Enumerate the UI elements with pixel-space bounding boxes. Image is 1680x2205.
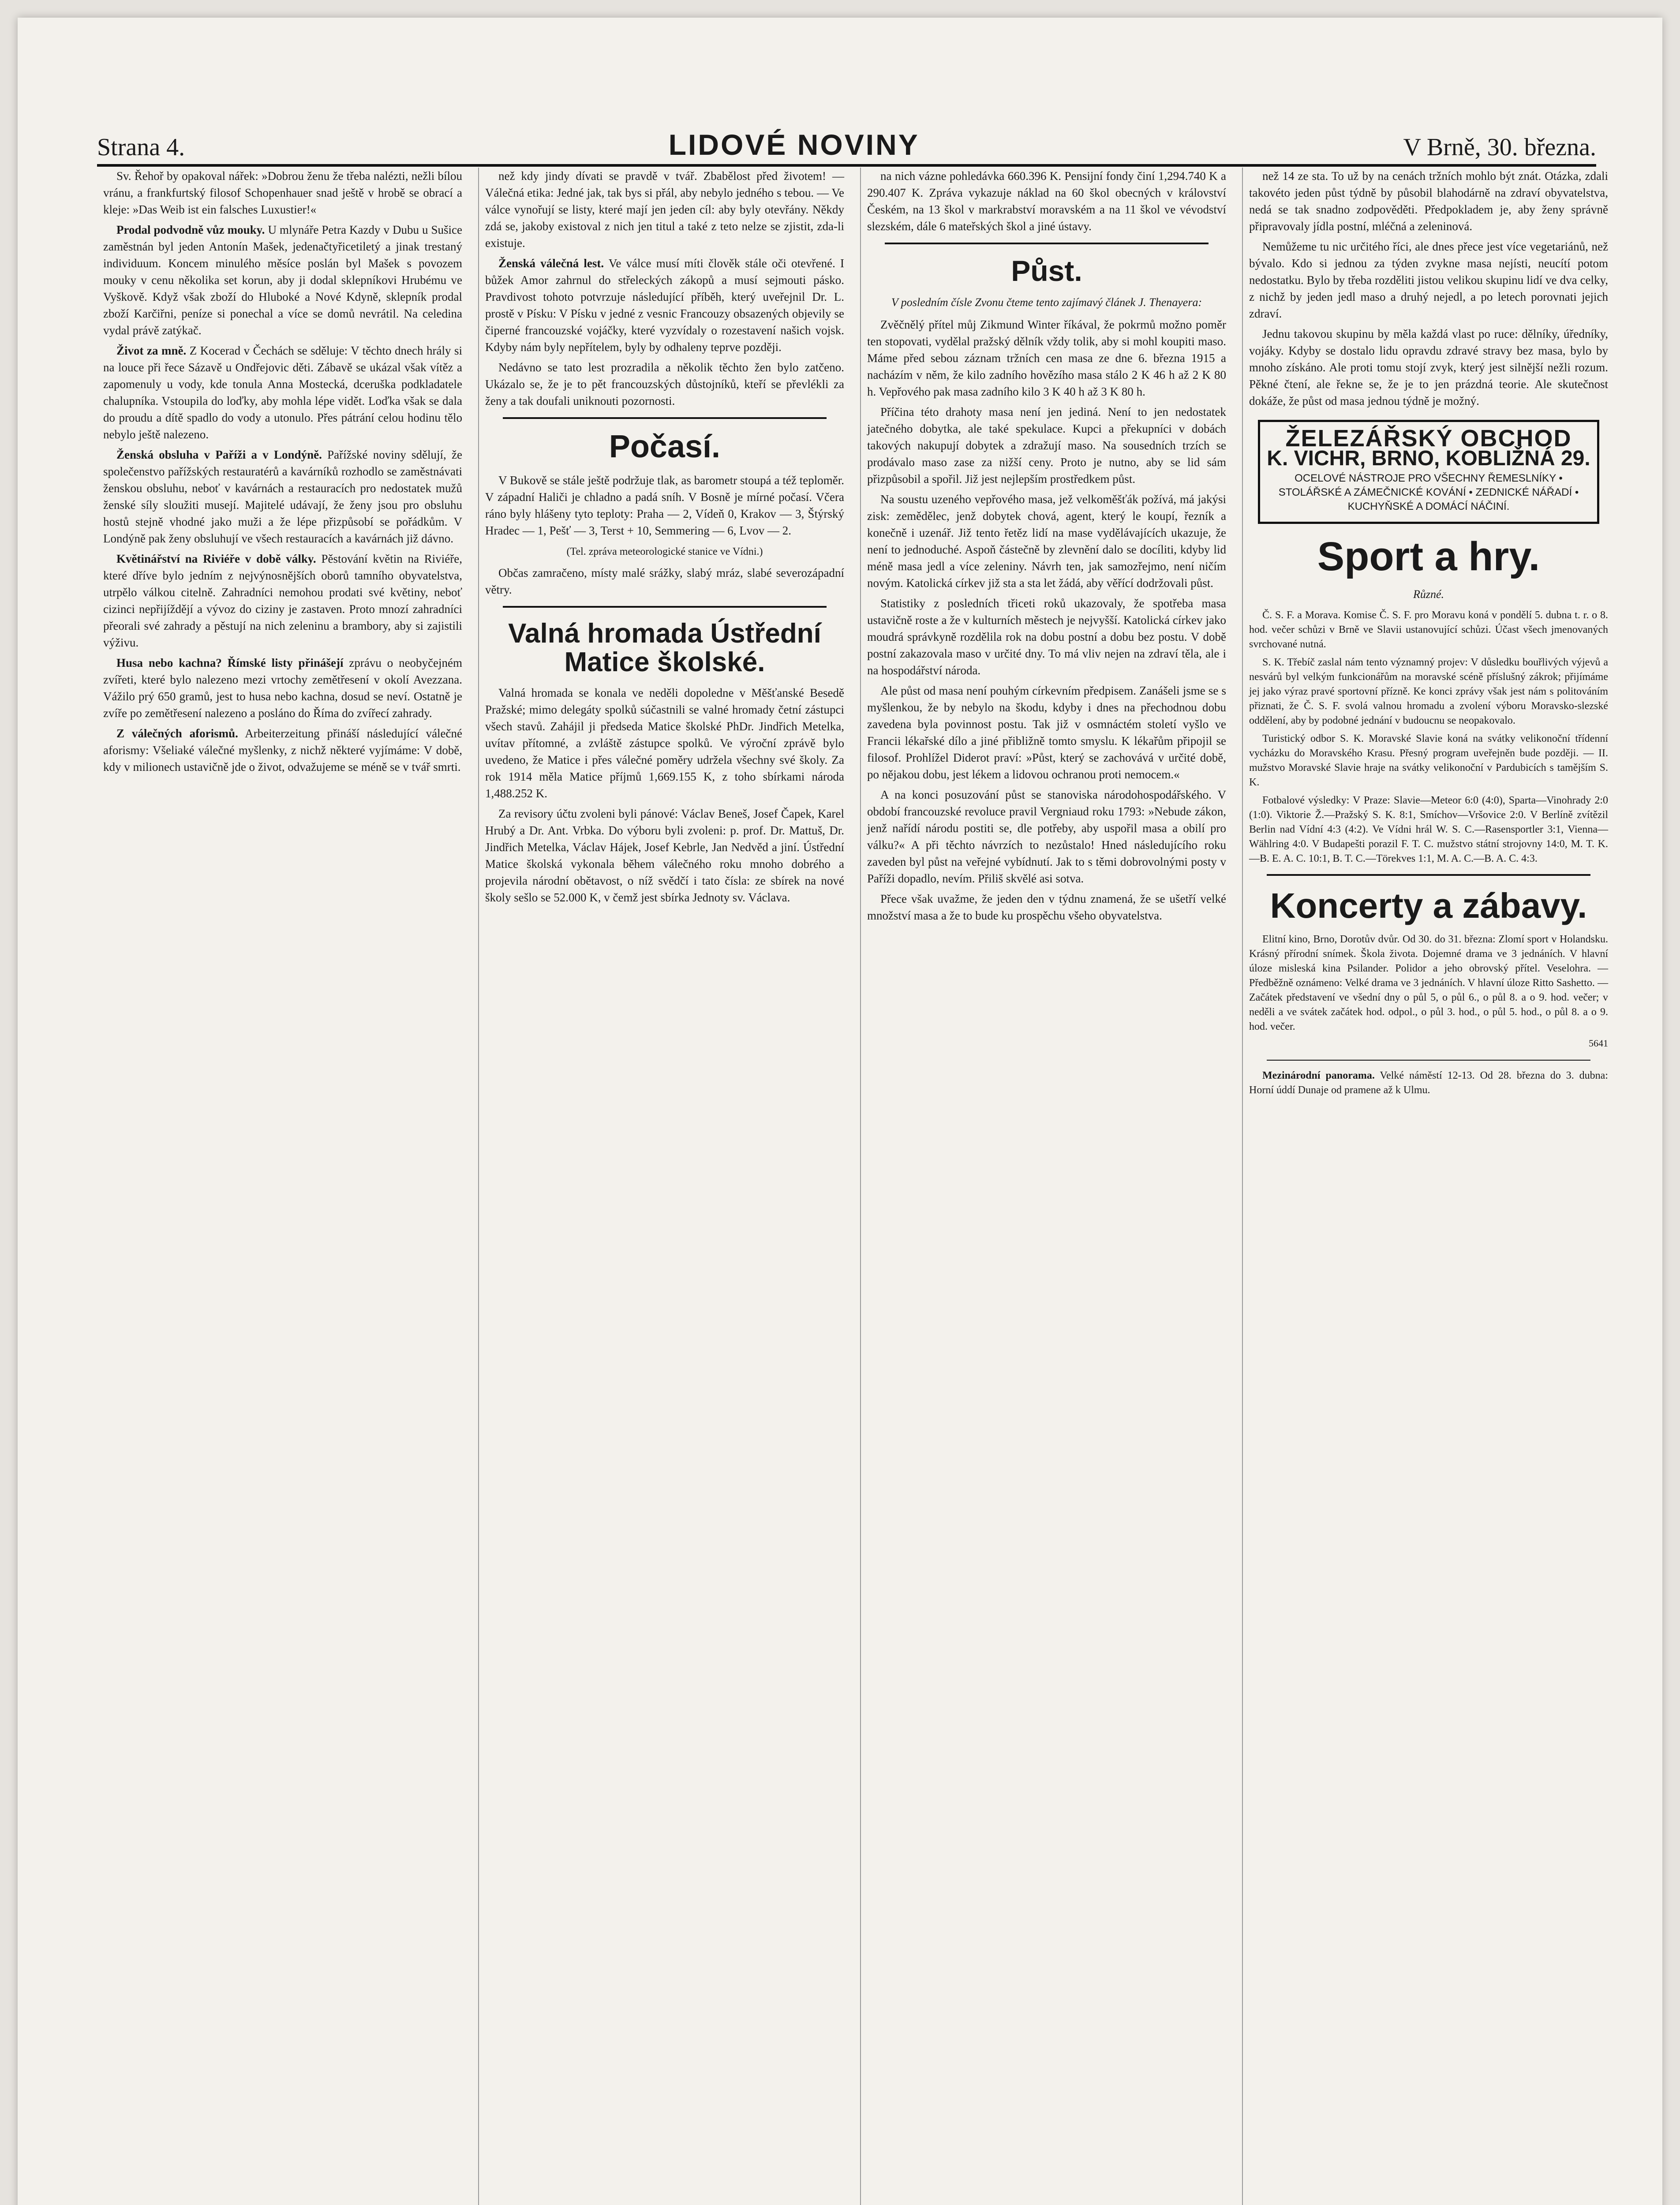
article-text: U mlynáře Petra Kazdy v Dubu u Sušice zaměstnán byl jeden Antonín Mašek, jedenačtyřicetiletý a jinak trestaný individuum. Koncem minulého měsíce poslán byl Mašek s povozem mouky v cenu několika set korun, aby ji dodal sklepníkovi Hrubému ve Vyškově. Když však zboží do Hluboké a Nové Kdyně, sklepník prodal zboží Karčiřni, peníze si ponechal a více se domů nevrátil. Na celedina vydal právě zatýkač.	[103, 223, 463, 337]
article-paragraph: než 14 ze sta. To už by na cenách tržních mohlo být znát. Otázka, zdali takovéto jeden půst týdně by působil blahodárně na zdraví obyvatelstva, nedá se tak snadno zodpověděti. Předpokladem je, aby ženy správně připravovaly jídla postní, mléčná a zeleninová.	[1249, 169, 1608, 233]
ad-reference-number: 5641	[1589, 1037, 1608, 1049]
section-divider	[503, 417, 827, 419]
sport-subtitle: Různé.	[1413, 587, 1444, 601]
article-paragraph: než kdy jindy dívati se pravdě v tvář. Zbabělost před životem! — Válečná etika: Jedné jak, tak bys si přál, aby nebylo jedného s tebou. — Ve válce vynořují se listy, které mají jen jeden cíl: aby byly otevřány. Někdy zdá se, jakoby existoval z nich jen titul a také z teto nelze se zjistit, zda-li existuje.	[485, 169, 844, 250]
fasting-title: Půst.	[1011, 254, 1082, 287]
column-1	[97, 168, 468, 2205]
newspaper-page	[18, 18, 1662, 2205]
sport-title: Sport a hry.	[1317, 534, 1540, 579]
article-paragraph: na nich vázne pohledávka 660.396 K. Pensijní fondy činí 1,294.740 K a 290.407 K. Zpráva vykazuje náklad na 60 škol obecných v království Českém, na 13 škol v markrabství moravském a na 11 škol ve vévodství slezském, dále 6 mateřských škol a jiné ústavy.	[867, 169, 1226, 233]
article-paragraph: Ale půst od masa není pouhým církevním předpisem. Zanášeli jsme se s myšlenkou, že by nebylo na škodu, kdyby i dnes na přechodnou dobu zavedena byla povinnost postu. Tak již v osmnáctém století vyšlo ve Francii lékařské dílo a jiné přibližně tomto smyslu. K lékařům připojil se filosof. Prohlížel Diderot praví: »Půst, který se zachovává v určité době, po nějakou dobu, jest lékem a lidovou ochranou proti nemocem.«	[867, 684, 1226, 781]
article-paragraph: Na soustu uzeného vepřového masa, jež velkoměšťák požívá, má jakýsi zisk: zemědělec, jenž dobytek chová, agent, který le koupí, řezník a konečně i uzenář. Již tento řetěz lidí na mase vydělávajících ukazuje, že není to jednoduché. Aspoň částečně by zlevnění dalo se docíliti, kdyby lid méně masa jedl a více zeleniny. Návrh ten, jak samozřejmo, není ničím novým. Katolická církev již sta a sta let žádá, aby věřící dodržovali půst.	[867, 493, 1226, 590]
weather-text: V Bukově se stále ještě podržuje tlak, as barometr stoupá a též teploměr. V západní Haliči je chladno a padá sníh. V Bosně je mírné počasí. Včera ráno byly hlášeny tyto teploty: Praha — 2, Vídeň 0, Krakov — 3, Štýrský Hradec — 1, Pešť — 3, Terst + 10, Semmering — 6, Lvov — 2.	[485, 473, 844, 537]
article-paragraph: S. K. Třebíč zaslal nám tento významný projev: V důsledku bouřlivých výjevů a nesvárů byl velkým funkcionářům na moravské scéně příslušný zákrok; přijímáme jej jako výraz pravé sportovní přízně. Ke konci zprávy však jest nám s politováním přiznati, že Č. S. F. svolá valnou hromadu a zvolení výboru Moravsko-slezské oddělení, aby by podobné jednání v budoucnu se neopakovalo.	[1249, 656, 1608, 726]
masthead: LIDOVÉ NOVINY	[668, 128, 920, 161]
article-paragraph: Zvěčnělý přítel můj Zikmund Winter říkával, že pokrmů možno poměr ten stopovati, vydělal pražský dělník vždy tolik, aby si mohl koupiti maso. Máme před sebou záznam tržních cen masa ze dne 6. března 1915 a nacházím v něm, že kilo zadního hovězího masa stálo 2 K 46 h až 2 K 80 h. Vepřového pak masa zadního kilo 3 K 40 h až 3 K 80 h.	[867, 318, 1226, 399]
article-headline: Květinářství na Riviéře v době války.	[116, 552, 316, 565]
assembly-title: Valná hromada Ústřední Matice školské.	[508, 618, 821, 677]
article-text: Z Kocerad v Čechách se sděluje: V těchto dnech hrály si na louce při řece Sázavě u Ondřejovic děti. Zábavě se ukázal však vítěz a zapomenuly u vody, kde tonula Anna Mostecká, dceruška podkladatele chalupníka. Vstoupila do loďky, aby mohla lépe vidět. Loďka však se dala do proudu a dítě spadlo do vody a utonulo. Přes pátrání celou hodinu tělo nebylo ještě nalezeno.	[103, 344, 463, 441]
article-paragraph	[103, 550, 462, 651]
section-divider	[885, 243, 1209, 244]
article-text: Arbeiterzeitung přináší následující válečné aforismy: Všeliaké válečné myšlenky, z nichž některé vyjímáme: V době, kdy v milionech ustavičně jde o život, odvažujeme se méně se v tvář smrti.	[103, 727, 463, 774]
section-divider	[503, 606, 827, 608]
article-text: Velké náměstí 12-13. Od 28. března do 3. dubna: Horní úddí Dunaje od pramene až k Ulmu.	[1249, 1069, 1608, 1096]
column-3	[860, 168, 1232, 2205]
article-paragraph: Nemůžeme tu nic určitého říci, ale dnes přece jest více vegetariánů, než bývalo. Kdo si jednou za týden zvykne masa nejísti, neucítí potom nedostatku. Bylo by třeba rozděliti jistou velikou skupinu lidí ve dva celky, z nichž by jeden jedl maso a druhý nejedl, a po letech porovnati jejich zdraví.	[1249, 240, 1608, 320]
fasting-subtitle: V posledním čísle Zvonu čteme tento zajímavý článek J. Thenayera:	[891, 296, 1202, 309]
page-header	[97, 122, 1596, 167]
article-paragraph: Turistický odbor S. K. Moravské Slavie koná na svátky velikonoční třídenní vycházku do Moravského Krasu. Přesný program uveřejněn bude později. — II. mužstvo Moravské Slavie hraje na svátky velikonoční v Pardubicích s tamějším S. K.	[1249, 733, 1608, 788]
article-paragraph: Valná hromada se konala ve neděli dopoledne v Měšťanské Besedě Pražské; mimo delegáty spolků súčastnili se valné hromady četní zástupci všech stavů. Zahájil ji předseda Matice školské PhDr. Jindřich Metelka, uvítav přítomné, a zvláště zástupce spolků. Ve výroční zprávě bylo uvedeno, že Matice i přes válečné poměry udržela všechny své školy. Za rok 1914 měla Matice příjmů 1,669.155 K, z toho sbírkami národa 1,488.252 K.	[485, 686, 844, 800]
article-paragraph: Statistiky z posledních třiceti roků ukazovaly, že spotřeba masa ustavičně roste a že v kulturních městech je nejvyšší. Katolická církev jako moudrá správkyně rozdělila rok na dobu postní a dobu bez postu. V době postní zakazovala maso v určité dny. To má vliv nejen na zdraví těla, ale i na hospodářství národa.	[867, 597, 1226, 677]
article-paragraph: Jednu takovou skupinu by měla každá vlast po ruce: dělníky, úředníky, vojáky. Kdyby se dostalo lidu opravdu zdravé stravy bez masa, bylo by mnoho získáno. Ale proti tomu stojí zvyk, který jest silnější nežli rozum. Pěkné čtení, ale řekne se, že je to jen prázdná teorie. Ale skutečnost dokáže, že půst od masa jednou týdně je možný.	[1249, 327, 1608, 407]
page-number: Strana 4.	[97, 134, 185, 161]
article-paragraph: Za revisory účtu zvoleni byli pánové: Václav Beneš, Josef Čapek, Karel Hrubý a Dr. Ant. Vrbka. Do výboru byli zvoleni: p. prof. Dr. Mattuš, Dr. Jindřich Metelka, Václav Hájek, Josef Kebrle, Jan Nedvěd a jiní. Ústřední Matice školská vykonala během válečného roku mnoho dobrého a projevila národní obětavost, o níž svědčí i tato čísla: ze sbírek na nové školy sešlo se 52.000 K, v čemž jest sbírka Jednoty sv. Václava.	[485, 807, 844, 904]
hardware-store-ad	[1258, 420, 1599, 524]
concerts-title: Koncerty a zábavy.	[1270, 886, 1587, 925]
article-headline: Husa nebo kachna? Římské listy přinášejí	[116, 656, 344, 669]
ad-address: K. VICHR, BRNO, KOBLIŽNÁ 29.	[1267, 447, 1590, 470]
article-paragraph	[103, 446, 462, 547]
article-headline: Prodal podvodně vůz mouky.	[116, 223, 265, 236]
article-text: zprávu o neobyčejném zvířeti, které bylo nalezeno mezi vrtochy zemětřesení v okolí Avezzana. Vážilo prý 650 gramů, jest to husa nebo kachna, dosud se neví. Ostatně je zvíře po zemětřesení nalezeno a posláno do Říma do zvířecí zahrady.	[103, 656, 463, 720]
columns	[97, 168, 1614, 2205]
article-paragraph: Elitní kino, Brno, Dorotův dvůr. Od 30. do 31. března: Zlomí sport v Holandsku. Krásný přírodní snímek. Škola života. Dojemné drama ve 3 jednáních. V hlavní úloze misleská kina Psilander. Polidor a jeho obrovský přítel. Veselohra. — Předběžně oznámeno: Velké drama ve 3 jednáních. V hlavní úloze Ritto Sashetto. — Začátek představení ve všední dny o půl 5, o půl 6., o půl 8. a o 9. hod. večer; v neděli a ve svátek začátek hod. odpol., o půl 3. hod., o půl 5. hod., o půl 8. a o 9. hod. večer.	[1249, 933, 1608, 1032]
weather-forecast: Občas zamračeno, místy malé srážky, slabý mráz, slabé severozápadní větry.	[485, 566, 844, 596]
weather-title: Počasí.	[609, 429, 721, 464]
article-paragraph: Fotbalové výsledky: V Praze: Slavie—Meteor 6:0 (4:0), Sparta—Vinohrady 2:0 (1:0). Viktorie Ž.—Pražský S. K. 8:1, Smíchov—Vršovice 2:0. V Berlíně zvítězil Berlin nad Vídní 4:3 (4:2). Ve Vídni hrál W. S. C.—Rasensportler 3:1, Vienna—Wählring 4:0. V Budapešti porazil F. T. C. mužstvo státní strojovny 14:0, M. T. K.—B. E. A. C. 10:1, B. T. C.—Törekves 1:1, M. A. C.—B. A. C. 4:3.	[1249, 794, 1608, 864]
article-headline: Ženská obsluha v Paříži a v Londýně.	[116, 448, 322, 461]
article-paragraph	[485, 255, 844, 355]
article-headline: Život za mně.	[116, 344, 187, 357]
article-paragraph	[103, 342, 462, 443]
column-2	[478, 168, 850, 2205]
article-paragraph	[1249, 1069, 1608, 1098]
article-paragraph	[103, 654, 462, 721]
article-paragraph	[103, 221, 462, 339]
dateline: V Brně, 30. března.	[1403, 134, 1596, 161]
column-4	[1242, 168, 1614, 2205]
article-headline: Z válečných aforismů.	[116, 727, 238, 740]
article-text: Pěstování květin na Riviéře, které dříve bylo jedním z nejvýnosnějších oborů tamního obyvatelstva, utrpělo válkou citelně. Zahradníci nemohou prodati své květiny, neboť cizinci nepřijíždějí a vývoz do ciziny je zastaven. Proto mnozí zahradníci přeorali své zahrady a pěstují na nich zeleninu a brambory, aby si zajistili výživu.	[103, 552, 463, 649]
section-divider	[1267, 1060, 1590, 1061]
article-headline: Mezinárodní panorama.	[1262, 1069, 1375, 1081]
ad-details: OCELOVÉ NÁSTROJE PRO VŠECHNY ŘEMESLNÍKY • STOLÁŘSKÉ A ZÁMEČNICKÉ KOVÁNÍ • ZEDNICKÉ NÁŘADÍ • KUCHYŇSKÉ A DOMÁCÍ NÁČINÍ.	[1278, 472, 1579, 512]
article-paragraph: Příčina této drahoty masa není jen jediná. Není to jen nedostatek jatečného dobytka, ale také spekulace. Kupci a překupníci v dobách takových nakupují dobytek a zdražují maso. Na sousedních trzích se prodávalo maso zase za nižší ceny. Proto je nutno, aby se lid sám přizpůsobil a spořil. Již jest nejlepším prostředkem půst.	[867, 405, 1226, 486]
article-text: Ve válce musí míti člověk stále oči otevřené. I bůžek Amor zahrnul do střeleckých zákopů a musí sejmouti pásko. Pravdivost tohoto potvrzuje následující příběh, který uveřejnil Dr. L. prostě v Písku: V Písku v jedné z vesnic Francouzy obsazených objevily se čiperné francouzské vojáčky, které vyzvídaly o rozestavení našich vojsk. Kdyby nám byly nepřítelem, byly by odhaleny teprve později.	[485, 257, 845, 354]
article-paragraph: Č. S. F. a Morava. Komise Č. S. F. pro Moravu koná v pondělí 5. dubna t. r. o 8. hod. večer schůzi v Brně ve Slavii ustanovující schůzi. Účast všech jmenovaných svrchované nutná.	[1249, 609, 1608, 650]
article-paragraph: A na konci posuzování půst se stanoviska národohospodářského. V období francouzské revoluce pravil Vergniaud roku 1793: »Nebude zákon, jenž nařídí národu postiti se, dle potřeby, aby uspořil masa a obilí pro válku?« A při těchto návrzích to nezůstalo! Hned následujícího roku zaveden byl půst na veřejné vybídnutí. Jak to s těmi dobrovolnými posty v Paříži dopadlo, nevím. Přiliš skvělé asi sotva.	[867, 788, 1226, 886]
article-text: Pařížské noviny sdělují, že společenstvo pařížských restauratérů a kavárníků rozhodlo se zaměstnávati ženskou obsluhu, neboť v kavárnách a restauracích pro nedostatek mužů ženské síly sloužiti musejí. Majitelé udávají, že ženy jsou pro obsluhu hostů stejně vhodné jako muži a že lépe přizpůsobí se pořádkům. V Londýně pak ženy obsluhují ve všech restauracích a kavárnách již dávno.	[103, 448, 463, 545]
article-paragraph: Přece však uvažme, že jeden den v týdnu znamená, že se ušetří velké množství masa a že to bude ku prospěchu všeho obyvatelstva.	[867, 892, 1226, 923]
article-headline: Ženská válečná lest.	[498, 257, 604, 270]
article-paragraph: Sv. Řehoř by opakoval nářek: »Dobrou ženu že třeba nalézti, nežli bílou vránu, a frankfurtský filosof Schopenhauer snad ještě v hrobě se obrací a kleje: »Das Weib ist ein falsches Luxustier!«	[103, 169, 462, 216]
article-paragraph	[103, 725, 462, 775]
article-paragraph: Nedávno se tato lest prozradila a několik těchto žen bylo zatčeno. Ukázalo se, že je to pět francouzských důstojníků, kteří se převlékli za ženy a tak doufali uniknouti pozornosti.	[485, 361, 844, 407]
section-divider	[1267, 874, 1590, 876]
ad-headline: ŽELEZÁŘSKÝ OBCHOD	[1285, 425, 1572, 452]
weather-source-note: (Tel. zpráva meteorologické stanice ve Vídni.)	[566, 546, 763, 557]
